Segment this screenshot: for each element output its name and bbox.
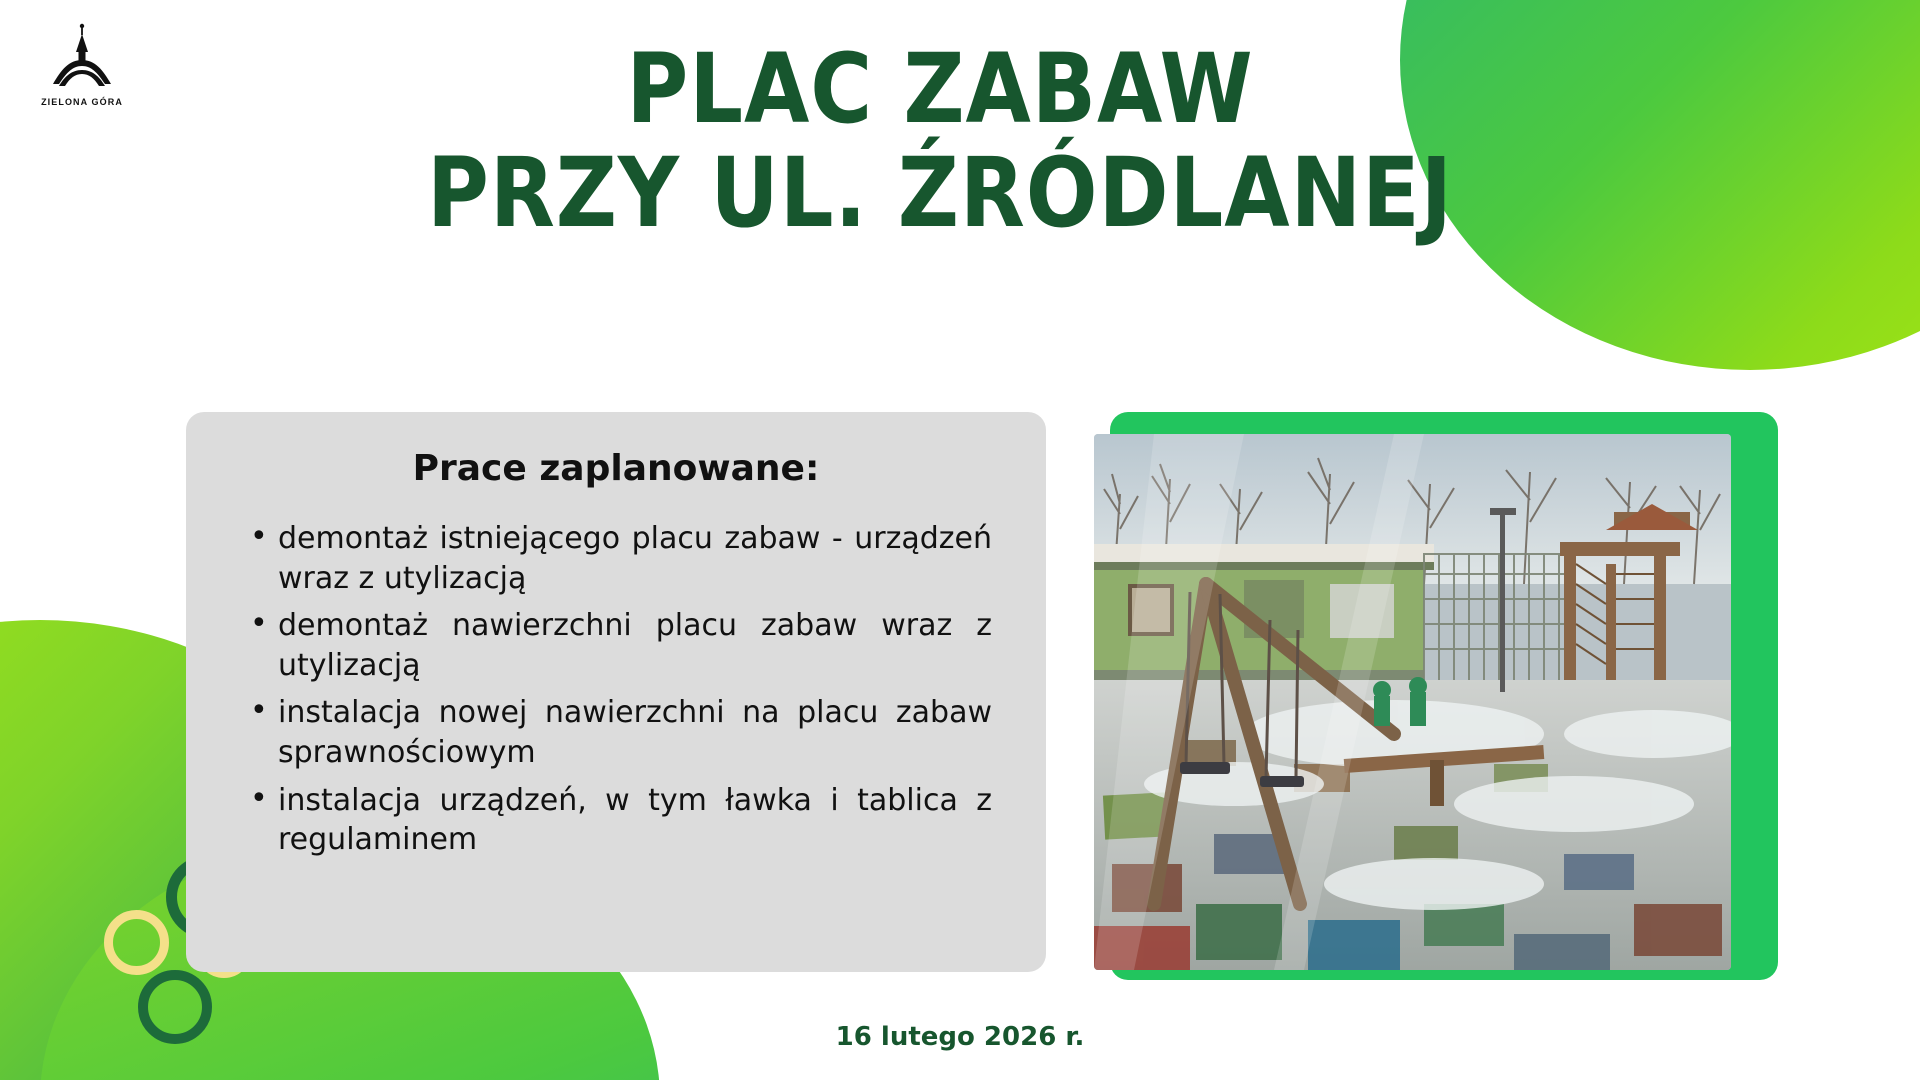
logo xyxy=(22,22,142,122)
logo-text: ZIELONA GÓRA xyxy=(41,97,123,107)
planned-works-card xyxy=(186,412,1046,972)
slide-date: 16 lutego 2026 r. xyxy=(835,1022,1085,1052)
title-line-1: PLAC ZABAW xyxy=(626,33,1254,145)
decorative-ring-yellow-large xyxy=(104,910,169,975)
page-title xyxy=(0,33,1920,249)
list-item: • demontaż nawierzchni placu zabaw wraz z utylizacją xyxy=(278,606,992,685)
list-item: • demontaż istniejącego placu zabaw - urządzeń wraz z utylizacją xyxy=(278,519,992,598)
card-heading: Prace zaplanowane: xyxy=(412,448,820,489)
title-line-2: PRZY UL. ŹRÓDLANEJ xyxy=(427,136,1453,249)
list-item: • instalacja urządzeń, w tym ławka i tablica z regulaminem xyxy=(278,781,992,860)
town-hall-icon xyxy=(22,22,142,94)
list-item: • instalacja nowej nawierzchni na placu zabaw sprawnościowym xyxy=(278,693,992,772)
playground-photo xyxy=(1094,434,1731,970)
planned-works-list xyxy=(230,519,1002,860)
